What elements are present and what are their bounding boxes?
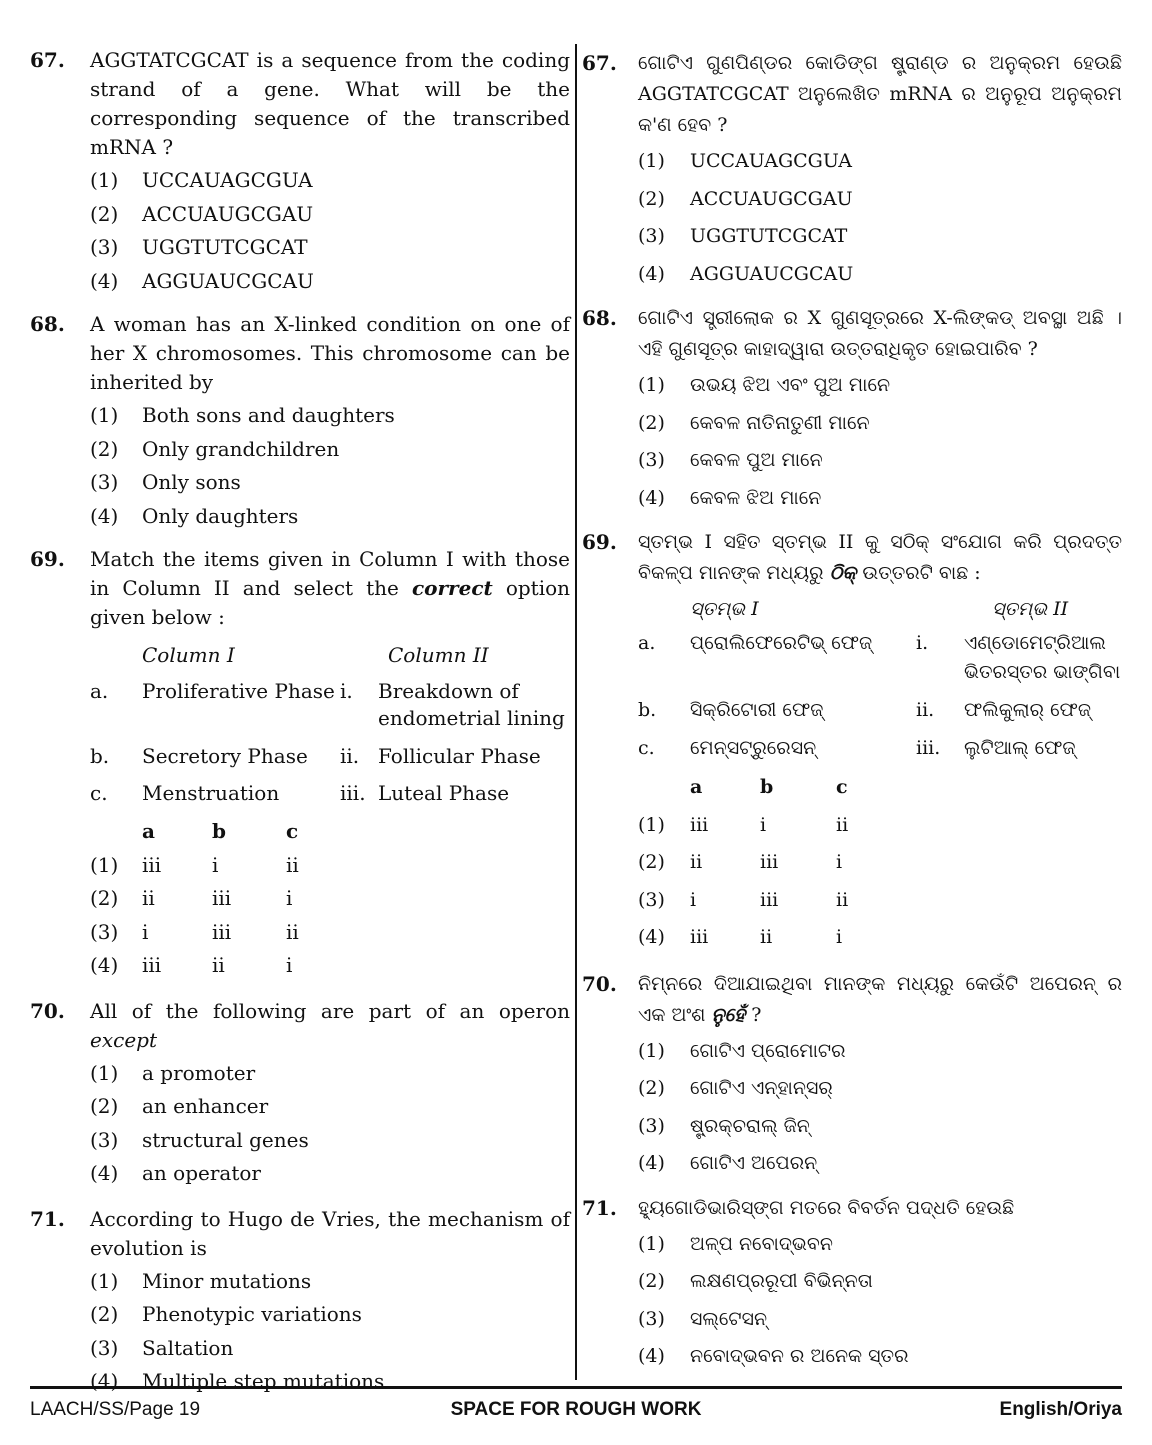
question-text: ଗୋଟିଏ ସ୍ତ୍ରୀଲୋକ ର X ଗୁଣସୂତ୍ରରେ X-ଲିଙ୍କଡ୍ ଅବସ୍ଥା ଅଛି । ଏହି ଗୁଣସୂତ୍ର କାହାଦ୍ୱାରା ଉତ୍ତରାଧିକୃତ ହୋଇପାରିବ ? bbox=[638, 307, 1122, 360]
option-3: (3) Only sons bbox=[90, 470, 241, 494]
match-row: b. Secretory Phase ii. Follicular Phase bbox=[90, 744, 541, 768]
question-number: 68. bbox=[30, 312, 65, 336]
page-footer bbox=[30, 1386, 1122, 1420]
page-code: LAACH/SS/Page 19 bbox=[30, 1399, 201, 1420]
question-number: 69. bbox=[582, 530, 617, 554]
options bbox=[638, 143, 1122, 293]
question-70 bbox=[30, 997, 570, 1191]
option-3: (3) structural genes bbox=[90, 1127, 309, 1152]
option-2: (2) Phenotypic variations bbox=[90, 1302, 362, 1326]
question-text: All of the following are part of an operon except bbox=[90, 998, 570, 1052]
match-row: b. ସିକ୍ରିଟୋରୀ ଫେଜ୍ ii. ଫଲିକୁଲାର୍ ଫେଜ୍ bbox=[638, 699, 1092, 721]
options bbox=[90, 164, 570, 298]
question-68 bbox=[30, 310, 570, 533]
match-header: ସ୍ତମ୍ଭ I ସ୍ତମ୍ଭ II bbox=[690, 598, 1069, 620]
option-4: (4) AGGUAUCGCAU bbox=[638, 262, 854, 285]
option-2: (2) କେବଳ ନାତିନାତୁଣୀ ମାନେ bbox=[638, 411, 870, 434]
answer-options bbox=[638, 769, 1122, 957]
option-2: (2) Only grandchildren bbox=[90, 436, 340, 461]
oriya-column bbox=[582, 40, 1122, 1376]
option-3: (3) UGGTUTCGCAT bbox=[638, 225, 848, 247]
language-label: English/Oriya bbox=[999, 1399, 1122, 1420]
question-number: 67. bbox=[30, 48, 65, 72]
option-1: (1) UCCAUAGCGUA bbox=[90, 168, 313, 192]
question-67 bbox=[30, 46, 570, 298]
option-4: (4) Multiple step mutations bbox=[90, 1369, 385, 1393]
option-4: (4) iii ii i bbox=[638, 926, 843, 948]
options bbox=[638, 1226, 1122, 1376]
question-number: 67. bbox=[582, 51, 617, 75]
option-2: (2) ଲକ୍ଷଣପ୍ରରୂପୀ ବିଭିନ୍ନତା bbox=[638, 1270, 873, 1292]
option-4: (4) Only daughters bbox=[90, 503, 299, 528]
question-number: 70. bbox=[582, 971, 617, 996]
question-text: ହ୍ୟୁଗୋଡିଭାରିସ୍ଙ୍ଗ ମତରେ ବିବର୍ତନ ପଦ୍ଧତି ହେଉଛି bbox=[638, 1196, 1015, 1219]
option-3: (3) i iii ii bbox=[90, 919, 299, 944]
question-number: 70. bbox=[30, 998, 65, 1023]
option-2: (2) ACCUAUGCGAU bbox=[638, 187, 853, 210]
option-3: (3) Saltation bbox=[90, 1335, 234, 1360]
question-number: 71. bbox=[582, 1195, 617, 1220]
options bbox=[90, 399, 570, 533]
question-number: 69. bbox=[30, 547, 65, 571]
question-text: ସ୍ତମ୍ଭ I ସହିତ ସ୍ତମ୍ଭ II କୁ ସଠିକ୍ ସଂଯୋଗ କରି ପ୍ରଦତ୍ତ ବିକଳ୍ପ ମାନଙ୍କ ମଧ୍ୟରୁ ଠିକ୍ ଉତ୍ତରଟି ବାଛ : bbox=[638, 531, 1122, 584]
english-column bbox=[30, 40, 570, 1399]
match-row: c. Menstruation iii. Luteal Phase bbox=[90, 781, 510, 805]
question-number: 68. bbox=[582, 306, 617, 330]
question-69 bbox=[30, 545, 570, 983]
option-2: (2) ଗୋଟିଏ ଏନ୍ହାନ୍ସର୍ bbox=[638, 1077, 833, 1099]
option-1: (1) Both sons and daughters bbox=[90, 403, 395, 427]
option-1: (1) ଉଭୟ ଝିଅ ଏବଂ ପୁଅ ମାନେ bbox=[638, 374, 891, 396]
option-1: (1) UCCAUAGCGUA bbox=[638, 150, 853, 172]
question-67 bbox=[582, 48, 1122, 293]
option-4: (4) AGGUAUCGCAU bbox=[90, 268, 314, 293]
question-text: ଗୋଟିଏ ଗୁଣପିଣ୍ଡର କୋଡିଙ୍ଗ ଷ୍ଟ୍ରାଣ୍ଡ ର ଅନୁକ୍ରମ ହେଉଛି AGGTATCGCAT ଅନୁଲେଖିତ mRNA ର ଅନୁରୂପ ଅନୁକ୍ରମ କ'ଣ ହେବ ? bbox=[638, 52, 1122, 136]
option-3: (3) ଷ୍ଟ୍ରକ୍ଚରାଲ୍ ଜିନ୍ bbox=[638, 1114, 810, 1137]
question-text: A woman has an X-linked condition on one of her X chromosomes. This chromosome can be inherited by bbox=[90, 312, 570, 394]
match-table bbox=[90, 638, 570, 807]
options bbox=[638, 1033, 1122, 1183]
question-text: ନିମ୍ନରେ ଦିଆଯାଇଥିବା ମାନଙ୍କ ମଧ୍ୟରୁ କେଉଁଟି ଅପେରନ୍ ର ଏକ ଅଂଶ ନୁହେଁ ? bbox=[638, 972, 1122, 1026]
options bbox=[90, 1057, 570, 1191]
question-71 bbox=[582, 1193, 1122, 1376]
option-1: (1) Minor mutations bbox=[90, 1268, 312, 1293]
answer-options bbox=[90, 815, 570, 983]
option-2: (2) ii iii i bbox=[638, 851, 843, 873]
option-4: (4) କେବଳ ଝିଅ ମାନେ bbox=[638, 486, 822, 509]
abc-header: a b c bbox=[690, 776, 848, 798]
match-table bbox=[638, 591, 1122, 763]
question-68 bbox=[582, 303, 1122, 517]
option-1: (1) ଅଳ୍ପ ନବୋଦ୍ଭବନ bbox=[638, 1232, 833, 1255]
question-69 bbox=[582, 527, 1122, 957]
question-text: Match the items given in Column I with those in Column II and select the correct option given below : bbox=[90, 547, 571, 629]
question-text: AGGTATCGCAT is a sequence from the coding strand of a gene. What will be the corresponding sequence of the transcribed mRNA ? bbox=[90, 48, 570, 159]
match-row: a. Proliferative Phase i. Breakdown of endometrial lining bbox=[90, 679, 565, 730]
option-2: (2) ii iii i bbox=[90, 886, 293, 910]
option-3: (3) UGGTUTCGCAT bbox=[90, 235, 308, 259]
option-1: (1) iii i ii bbox=[638, 813, 849, 836]
option-1: (1) a promoter bbox=[90, 1060, 256, 1085]
question-number: 71. bbox=[30, 1206, 65, 1231]
match-row: a. ପ୍ରୋଲିଫେରେଟିଭ୍ ଫେଜ୍ i. ଏଣ୍ଡୋମେଟ୍ରିଆଲ ଭିତରସ୍ତର ଭାଙ୍ଗିବା bbox=[638, 632, 1121, 683]
option-4: (4) ଗୋଟିଏ ଅପେରନ୍ bbox=[638, 1152, 818, 1174]
option-3: (3) i iii ii bbox=[638, 888, 849, 911]
option-2: (2) ACCUAUGCGAU bbox=[90, 201, 314, 226]
question-70 bbox=[582, 969, 1122, 1183]
option-3: (3) କେବଳ ପୁଅ ମାନେ bbox=[638, 449, 823, 471]
option-4: (4) iii ii i bbox=[90, 953, 293, 977]
option-4: (4) an operator bbox=[90, 1161, 261, 1185]
option-1: (1) ଗୋଟିଏ ପ୍ରୋମୋଟର bbox=[638, 1039, 846, 1062]
abc-header: a b c bbox=[142, 819, 299, 843]
option-1: (1) iii i ii bbox=[90, 852, 299, 877]
options bbox=[90, 1265, 570, 1399]
match-header: Column I Column II bbox=[142, 643, 489, 667]
option-4: (4) ନବୋଦ୍ଭବନ ର ଅନେକ ସ୍ତର bbox=[638, 1345, 909, 1367]
options bbox=[638, 367, 1122, 517]
option-3: (3) ସଲ୍ଟେସନ୍ bbox=[638, 1307, 768, 1330]
question-71 bbox=[30, 1205, 570, 1399]
question-text: According to Hugo de Vries, the mechanism of evolution is bbox=[90, 1206, 570, 1260]
option-2: (2) an enhancer bbox=[90, 1094, 269, 1118]
match-row: c. ମେନ୍ସଟ୍ରୁରେସନ୍ iii. ଲୁଟିଆଲ୍ ଫେଜ୍ bbox=[638, 737, 1076, 759]
rough-work-note: SPACE FOR ROUGH WORK bbox=[450, 1399, 702, 1420]
column-divider bbox=[575, 44, 577, 1380]
